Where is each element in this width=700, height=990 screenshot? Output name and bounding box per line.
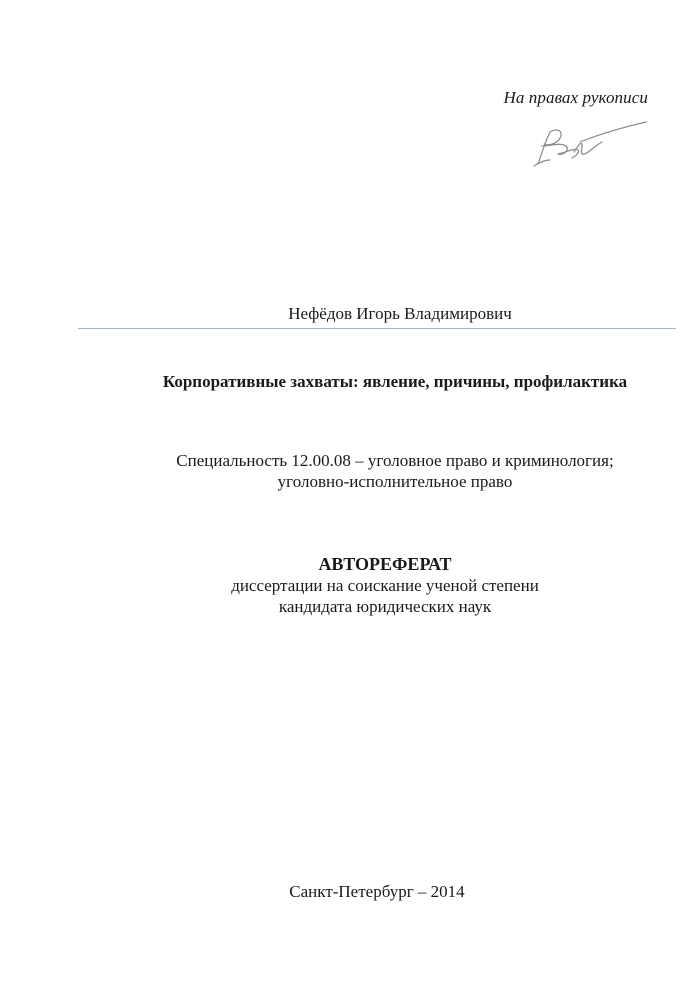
abstract-block (0, 554, 700, 617)
specialty-line-1: Специальность 12.00.08 – уголовное право и криминология; (176, 451, 614, 470)
abstract-line-2: кандидата юридических наук (278, 597, 492, 616)
thesis-title: Корпоративные захваты: явление, причины, профилактика (162, 372, 628, 391)
abstract-line-1: диссертации на соискание ученой степени (231, 576, 539, 595)
author-name: Нефёдов Игорь Владимирович (288, 304, 512, 323)
city-year: Санкт-Петербург – 2014 (289, 882, 465, 901)
divider-line (78, 328, 676, 329)
signature-icon (520, 112, 650, 174)
abstract-heading: АВТОРЕФЕРАТ (318, 554, 452, 574)
specialty-line-2: уголовно-исполнительное право (277, 472, 513, 491)
specialty-block (0, 450, 700, 492)
manuscript-note: На правах рукописи (503, 88, 648, 107)
